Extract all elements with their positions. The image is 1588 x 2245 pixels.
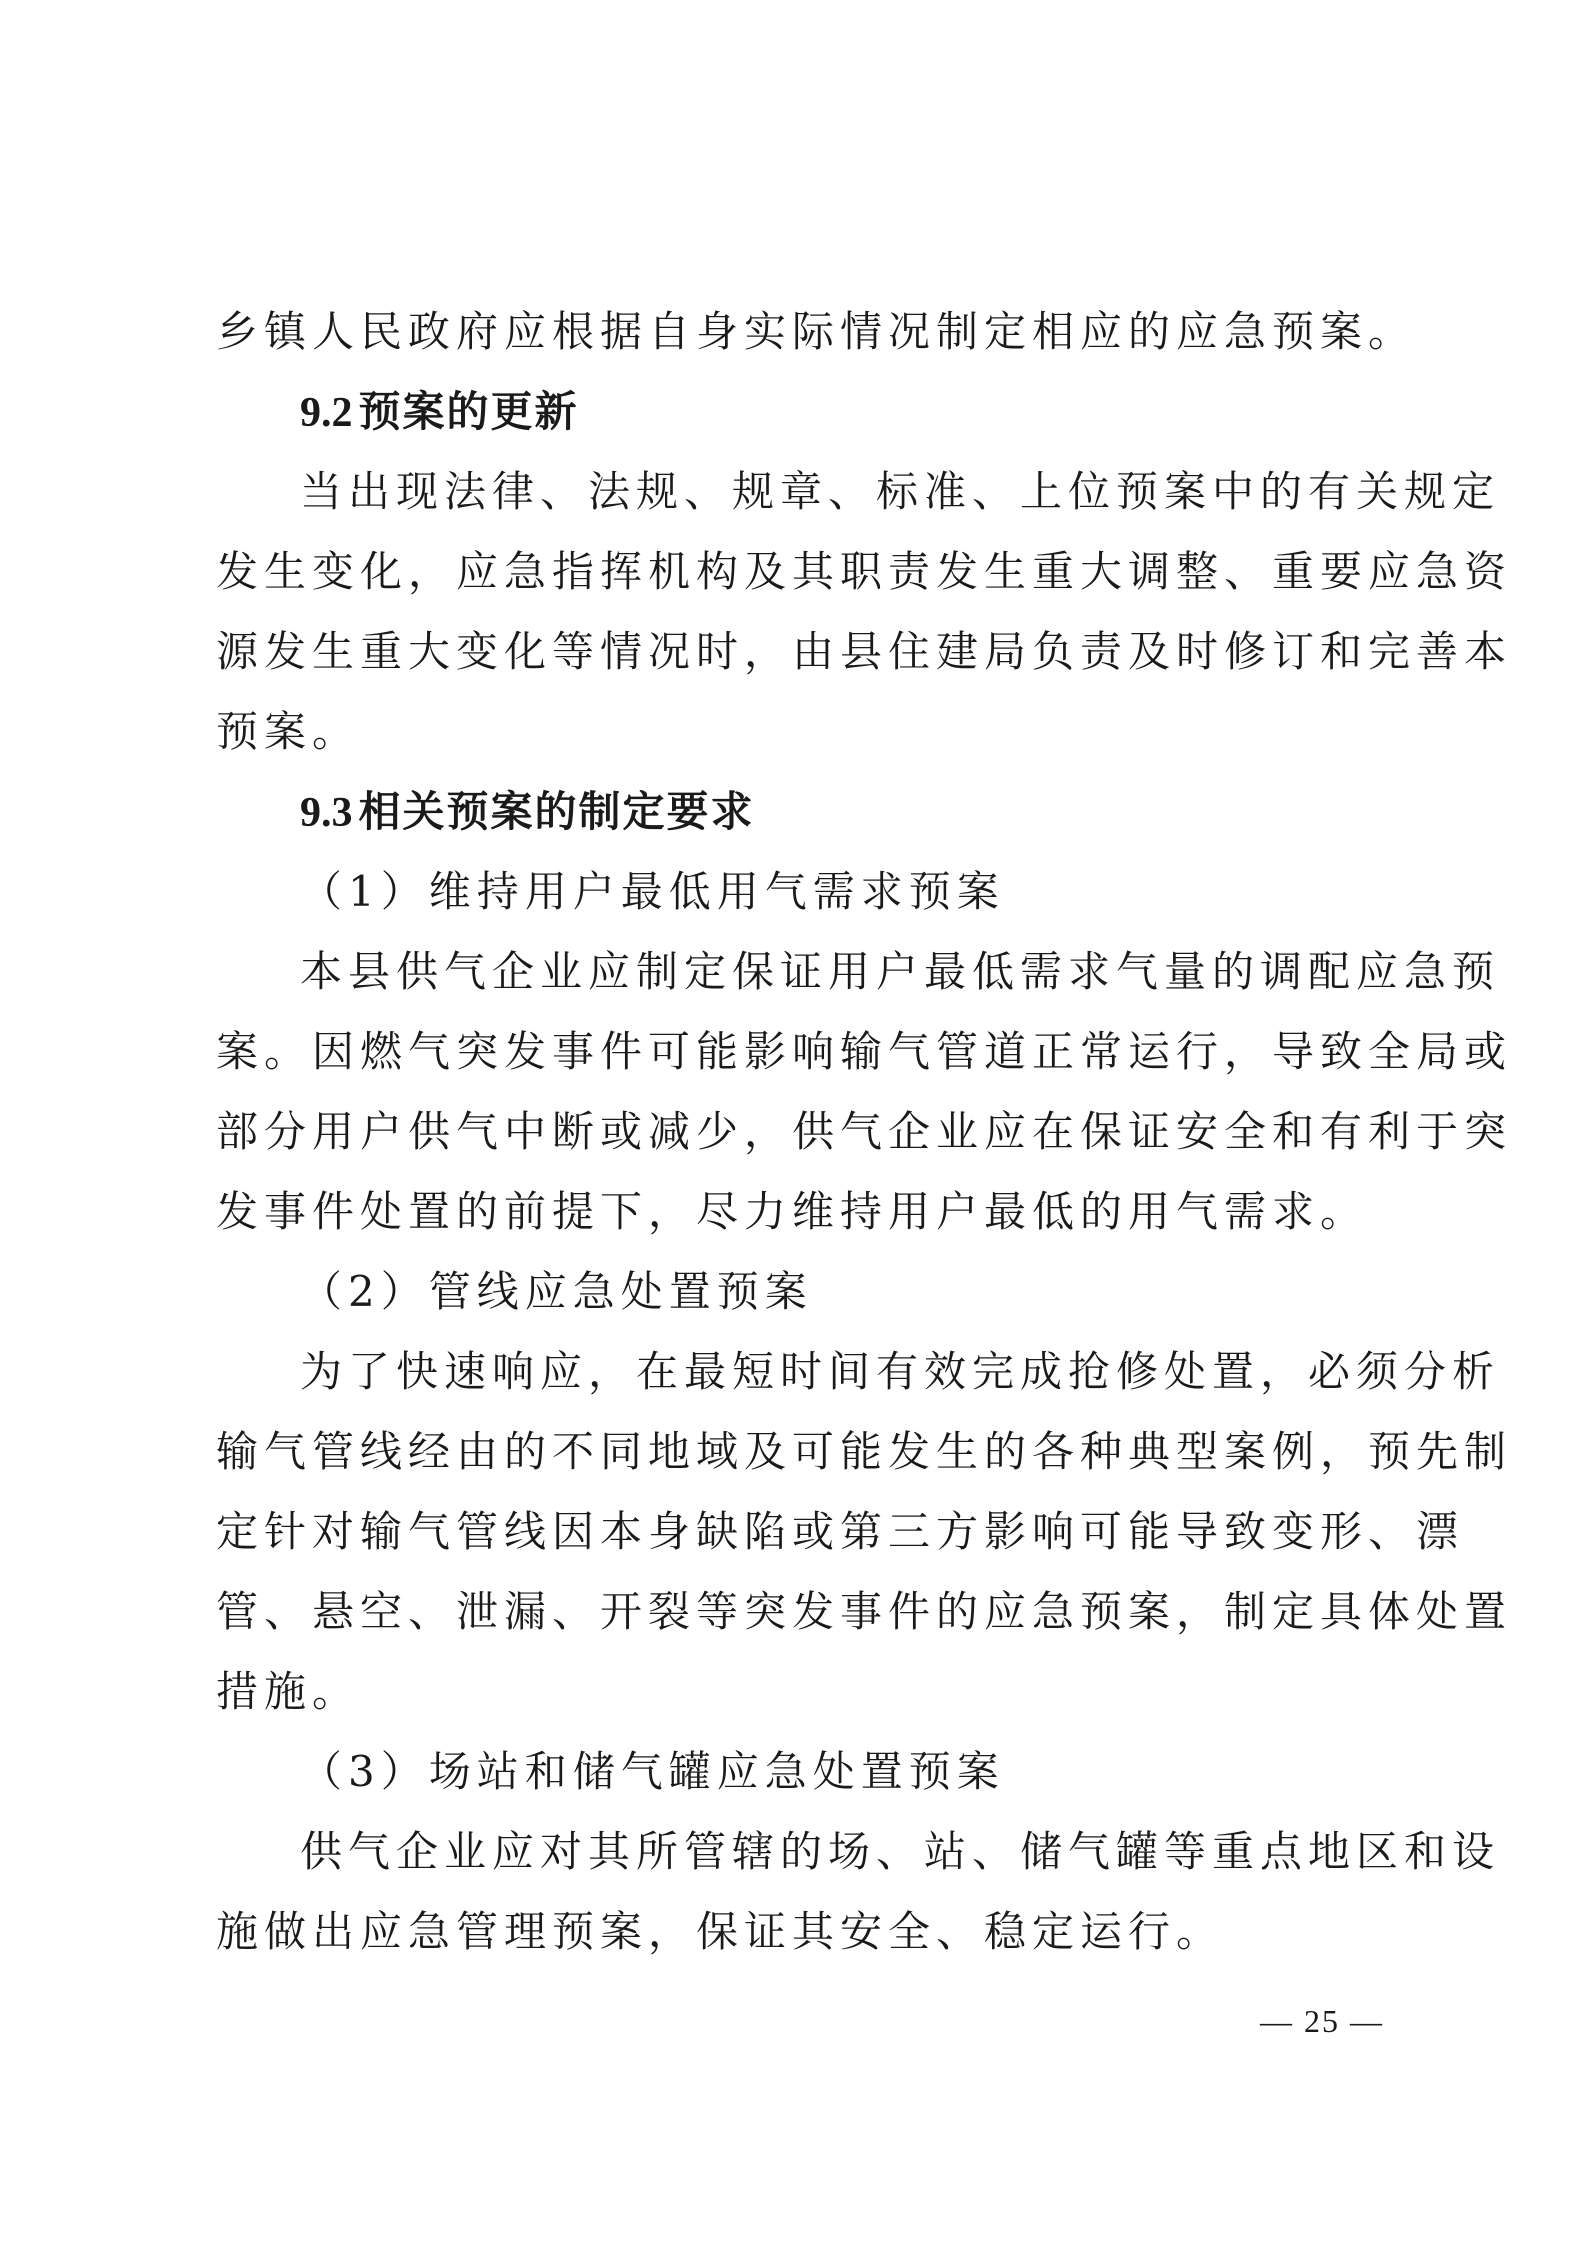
subheading-line: （2）管线应急处置预案 bbox=[300, 1267, 813, 1316]
paragraph-line: 预案。 bbox=[216, 707, 361, 756]
subheading-line: （3）场站和储气罐应急处置预案 bbox=[300, 1747, 1005, 1796]
paragraph-line: 输气管线经由的不同地域及可能发生的各种典型案例，预先制 bbox=[216, 1427, 1513, 1476]
paragraph-line: 管、悬空、泄漏、开裂等突发事件的应急预案，制定具体处置 bbox=[216, 1587, 1513, 1636]
paragraph-line: 发生变化，应急指挥机构及其职责发生重大调整、重要应急资 bbox=[216, 547, 1513, 596]
section-number: 9.3 bbox=[300, 790, 353, 836]
paragraph-line: 当出现法律、法规、规章、标准、上位预案中的有关规定 bbox=[300, 467, 1501, 516]
section-title: 相关预案的制定要求 bbox=[358, 787, 755, 836]
paragraph-line: 为了快速响应，在最短时间有效完成抢修处置，必须分析 bbox=[300, 1347, 1501, 1396]
paragraph-line: 施做出应急管理预案，保证其安全、稳定运行。 bbox=[216, 1907, 1225, 1956]
paragraph-line: 乡镇人民政府应根据自身实际情况制定相应的应急预案。 bbox=[216, 307, 1417, 356]
page-number: — 25 — bbox=[1260, 2003, 1384, 2039]
paragraph-line: 发事件处置的前提下，尽力维持用户最低的用气需求。 bbox=[216, 1187, 1369, 1236]
section-title: 预案的更新 bbox=[358, 387, 579, 436]
paragraph-line: 供气企业应对其所管辖的场、站、储气罐等重点地区和设 bbox=[300, 1827, 1501, 1876]
paragraph-line: 措施。 bbox=[216, 1667, 361, 1716]
paragraph-line: 本县供气企业应制定保证用户最低需求气量的调配应急预 bbox=[300, 947, 1501, 996]
page-body bbox=[216, 292, 1513, 1972]
paragraph-line: 案。因燃气突发事件可能影响输气管道正常运行，导致全局或 bbox=[216, 1027, 1513, 1076]
paragraph-line: 定针对输气管线因本身缺陷或第三方影响可能导致变形、漂 bbox=[216, 1507, 1465, 1556]
section-heading-9-3 bbox=[216, 772, 1384, 852]
paragraph-line: 源发生重大变化等情况时，由县住建局负责及时修订和完善本 bbox=[216, 627, 1513, 676]
subheading-line: （1）维持用户最低用气需求预案 bbox=[300, 867, 1005, 916]
paragraph-line: 部分用户供气中断或减少，供气企业应在保证安全和有利于突 bbox=[216, 1107, 1513, 1156]
section-number: 9.2 bbox=[300, 390, 353, 436]
section-heading-9-2 bbox=[216, 372, 1384, 452]
